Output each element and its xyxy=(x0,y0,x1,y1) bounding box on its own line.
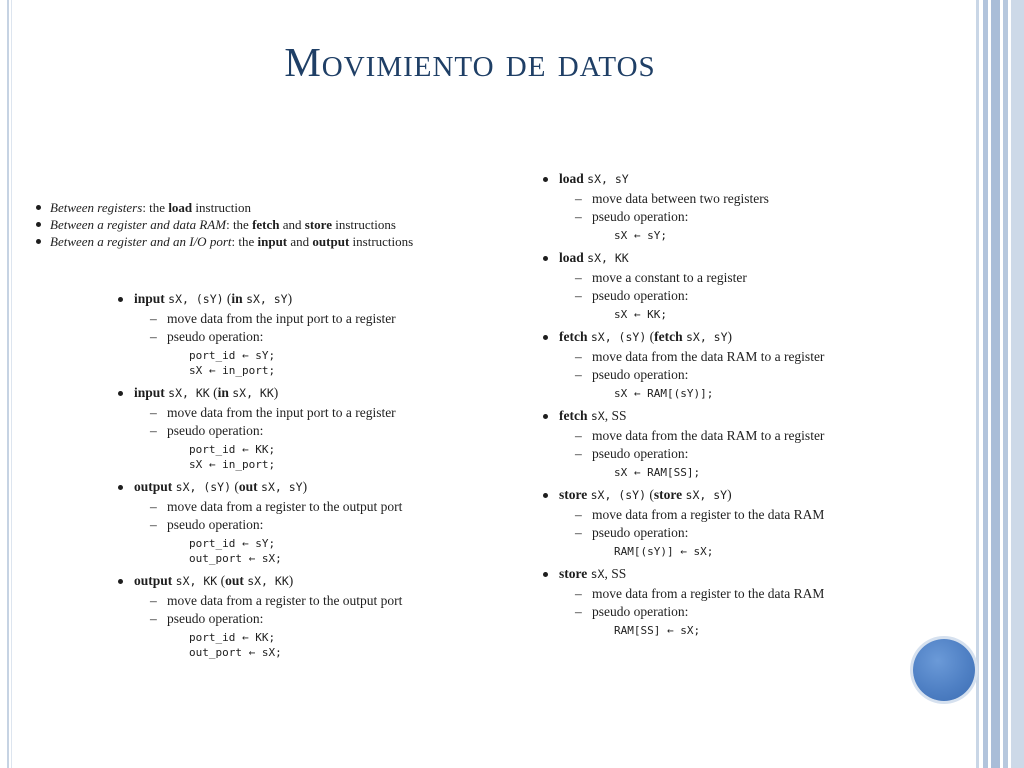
bullet-icon xyxy=(543,177,548,182)
pseudo-operation-label-text: pseudo operation: xyxy=(167,329,264,344)
pseudo-operation-label-text: pseudo operation: xyxy=(592,525,689,540)
instruction-syntax: input sX, (sY) (in sX, sY) xyxy=(134,291,293,306)
instruction-description-text: move data from a register to the output port xyxy=(167,593,403,608)
instruction-description-text: move data between two registers xyxy=(592,191,769,206)
pseudo-code-line: sX ← RAM[(sY)]; xyxy=(614,387,714,400)
pseudo-code-line: sX ← in_port; xyxy=(189,364,276,377)
instruction-description-text: move data from a register to the output port xyxy=(167,499,403,514)
bullet-icon xyxy=(118,579,123,584)
dash-icon: – xyxy=(150,499,157,514)
pseudo-operation-label-text: pseudo operation: xyxy=(167,423,264,438)
pseudo-code-line: port_id ← sY; xyxy=(189,349,276,362)
pseudo-code-block xyxy=(559,623,824,638)
instruction-syntax: store sX, (sY) (store sX, sY) xyxy=(559,487,732,502)
pseudo-code-line: sX ← in_port; xyxy=(189,458,276,471)
dash-icon: – xyxy=(575,525,582,540)
bullet-icon xyxy=(543,335,548,340)
instruction-item xyxy=(118,290,402,378)
slide-frame-left xyxy=(7,0,9,768)
dash-icon: – xyxy=(150,405,157,420)
instruction-description xyxy=(575,427,824,445)
bullet-icon xyxy=(543,493,548,498)
instruction-description-text: move a constant to a register xyxy=(592,270,747,285)
instruction-description xyxy=(575,585,824,603)
pseudo-code-block xyxy=(559,228,824,243)
slide-frame-left-inner xyxy=(11,0,12,768)
pseudo-code-line: port_id ← sY; xyxy=(189,537,276,550)
dash-icon: – xyxy=(150,311,157,326)
slide-frame-right-stripe xyxy=(991,0,1000,768)
dash-icon: – xyxy=(575,191,582,206)
pseudo-code-block xyxy=(134,536,402,566)
intro-bullet-topic: Between registers xyxy=(50,200,143,215)
bullet-icon xyxy=(36,239,41,244)
pseudo-operation-label-text: pseudo operation: xyxy=(592,446,689,461)
instruction-description-text: move data from the data RAM to a register xyxy=(592,349,825,364)
decorative-circle xyxy=(913,639,975,701)
dash-icon: – xyxy=(150,593,157,608)
dash-icon: – xyxy=(150,423,157,438)
pseudo-operation-label xyxy=(575,287,824,305)
instruction-description-text: move data from a register to the data RAM xyxy=(592,586,825,601)
pseudo-code-block xyxy=(134,348,402,378)
bullet-icon xyxy=(543,256,548,261)
instruction-description-text: move data from the data RAM to a register xyxy=(592,428,825,443)
slide-frame-right-stripe xyxy=(983,0,988,768)
pseudo-operation-label xyxy=(575,366,824,384)
intro-bullet xyxy=(36,199,413,216)
pseudo-code-block xyxy=(134,630,402,660)
pseudo-code-line: sX ← sY; xyxy=(614,229,667,242)
slide-frame-right-stripe xyxy=(1011,0,1024,768)
pseudo-operation-label xyxy=(150,516,402,534)
dash-icon: – xyxy=(575,428,582,443)
dash-icon: – xyxy=(150,329,157,344)
bullet-icon xyxy=(118,297,123,302)
right-instruction-column xyxy=(543,170,824,644)
instruction-syntax: fetch sX, SS xyxy=(559,408,627,423)
pseudo-code-block xyxy=(559,544,824,559)
dash-icon: – xyxy=(575,288,582,303)
slide-frame-right-stripe xyxy=(976,0,979,768)
instruction-syntax: store sX, SS xyxy=(559,566,627,581)
pseudo-operation-label-text: pseudo operation: xyxy=(592,209,689,224)
pseudo-operation-label xyxy=(575,208,824,226)
dash-icon: – xyxy=(575,446,582,461)
pseudo-code-line: RAM[SS] ← sX; xyxy=(614,624,701,637)
dash-icon: – xyxy=(150,517,157,532)
pseudo-code-line: port_id ← KK; xyxy=(189,443,276,456)
pseudo-code-block xyxy=(559,307,824,322)
pseudo-code-block xyxy=(559,386,824,401)
instruction-item xyxy=(543,328,824,401)
pseudo-operation-label xyxy=(575,524,824,542)
dash-icon: – xyxy=(575,270,582,285)
intro-bullet-list xyxy=(36,199,413,250)
instruction-description xyxy=(150,592,402,610)
instruction-description xyxy=(575,190,824,208)
dash-icon: – xyxy=(150,611,157,626)
instruction-description xyxy=(150,310,402,328)
instruction-syntax: load sX, sY xyxy=(559,171,629,186)
pseudo-code-line: out_port ← sX; xyxy=(189,646,282,659)
instruction-item xyxy=(543,249,824,322)
slide-title: Movimiento de datos xyxy=(284,39,656,85)
instruction-description-text: move data from the input port to a register xyxy=(167,405,396,420)
instruction-description-text: move data from a register to the data RAM xyxy=(592,507,825,522)
pseudo-code-line: sX ← RAM[SS]; xyxy=(614,466,701,479)
slide-frame-right-stripe xyxy=(1003,0,1008,768)
pseudo-code-line: RAM[(sY)] ← sX; xyxy=(614,545,714,558)
instruction-syntax: output sX, (sY) (out sX, sY) xyxy=(134,479,308,494)
intro-bullet-topic: Between a register and data RAM xyxy=(50,217,227,232)
instruction-item xyxy=(543,486,824,559)
dash-icon: – xyxy=(575,604,582,619)
pseudo-operation-label xyxy=(150,422,402,440)
intro-bullet-text: : the load instruction xyxy=(142,200,252,215)
dash-icon: – xyxy=(575,507,582,522)
pseudo-operation-label-text: pseudo operation: xyxy=(592,604,689,619)
instruction-description-text: move data from the input port to a register xyxy=(167,311,396,326)
bullet-icon xyxy=(118,391,123,396)
instruction-item xyxy=(118,572,402,660)
pseudo-operation-label-text: pseudo operation: xyxy=(167,517,264,532)
dash-icon: – xyxy=(575,367,582,382)
instruction-item xyxy=(118,384,402,472)
pseudo-operation-label xyxy=(150,328,402,346)
pseudo-operation-label xyxy=(575,603,824,621)
pseudo-code-line: sX ← KK; xyxy=(614,308,667,321)
intro-bullet-topic: Between a register and an I/O port xyxy=(50,234,232,249)
dash-icon: – xyxy=(575,349,582,364)
bullet-icon xyxy=(543,572,548,577)
dash-icon: – xyxy=(575,586,582,601)
pseudo-operation-label-text: pseudo operation: xyxy=(592,288,689,303)
pseudo-operation-label xyxy=(575,445,824,463)
pseudo-operation-label-text: pseudo operation: xyxy=(167,611,264,626)
pseudo-code-block xyxy=(559,465,824,480)
pseudo-code-line: port_id ← KK; xyxy=(189,631,276,644)
bullet-icon xyxy=(36,205,41,210)
instruction-item xyxy=(543,565,824,638)
intro-bullet xyxy=(36,233,413,250)
intro-bullet-text: : the input and output instructions xyxy=(231,234,414,249)
instruction-description xyxy=(575,506,824,524)
dash-icon: – xyxy=(575,209,582,224)
pseudo-code-line: out_port ← sX; xyxy=(189,552,282,565)
pseudo-operation-label-text: pseudo operation: xyxy=(592,367,689,382)
instruction-description xyxy=(150,498,402,516)
left-instruction-column xyxy=(118,290,402,666)
instruction-item xyxy=(543,407,824,480)
intro-bullet-text: : the fetch and store instructions xyxy=(226,217,396,232)
instruction-item xyxy=(543,170,824,243)
bullet-icon xyxy=(36,222,41,227)
instruction-syntax: fetch sX, (sY) (fetch sX, sY) xyxy=(559,329,733,344)
instruction-item xyxy=(118,478,402,566)
instruction-description xyxy=(150,404,402,422)
pseudo-code-block xyxy=(134,442,402,472)
pseudo-operation-label xyxy=(150,610,402,628)
instruction-description xyxy=(575,269,824,287)
bullet-icon xyxy=(543,414,548,419)
instruction-syntax: output sX, KK (out sX, KK) xyxy=(134,573,294,588)
bullet-icon xyxy=(118,485,123,490)
instruction-description xyxy=(575,348,824,366)
intro-bullet xyxy=(36,216,413,233)
instruction-syntax: input sX, KK (in sX, KK) xyxy=(134,385,279,400)
instruction-syntax: load sX, KK xyxy=(559,250,629,265)
